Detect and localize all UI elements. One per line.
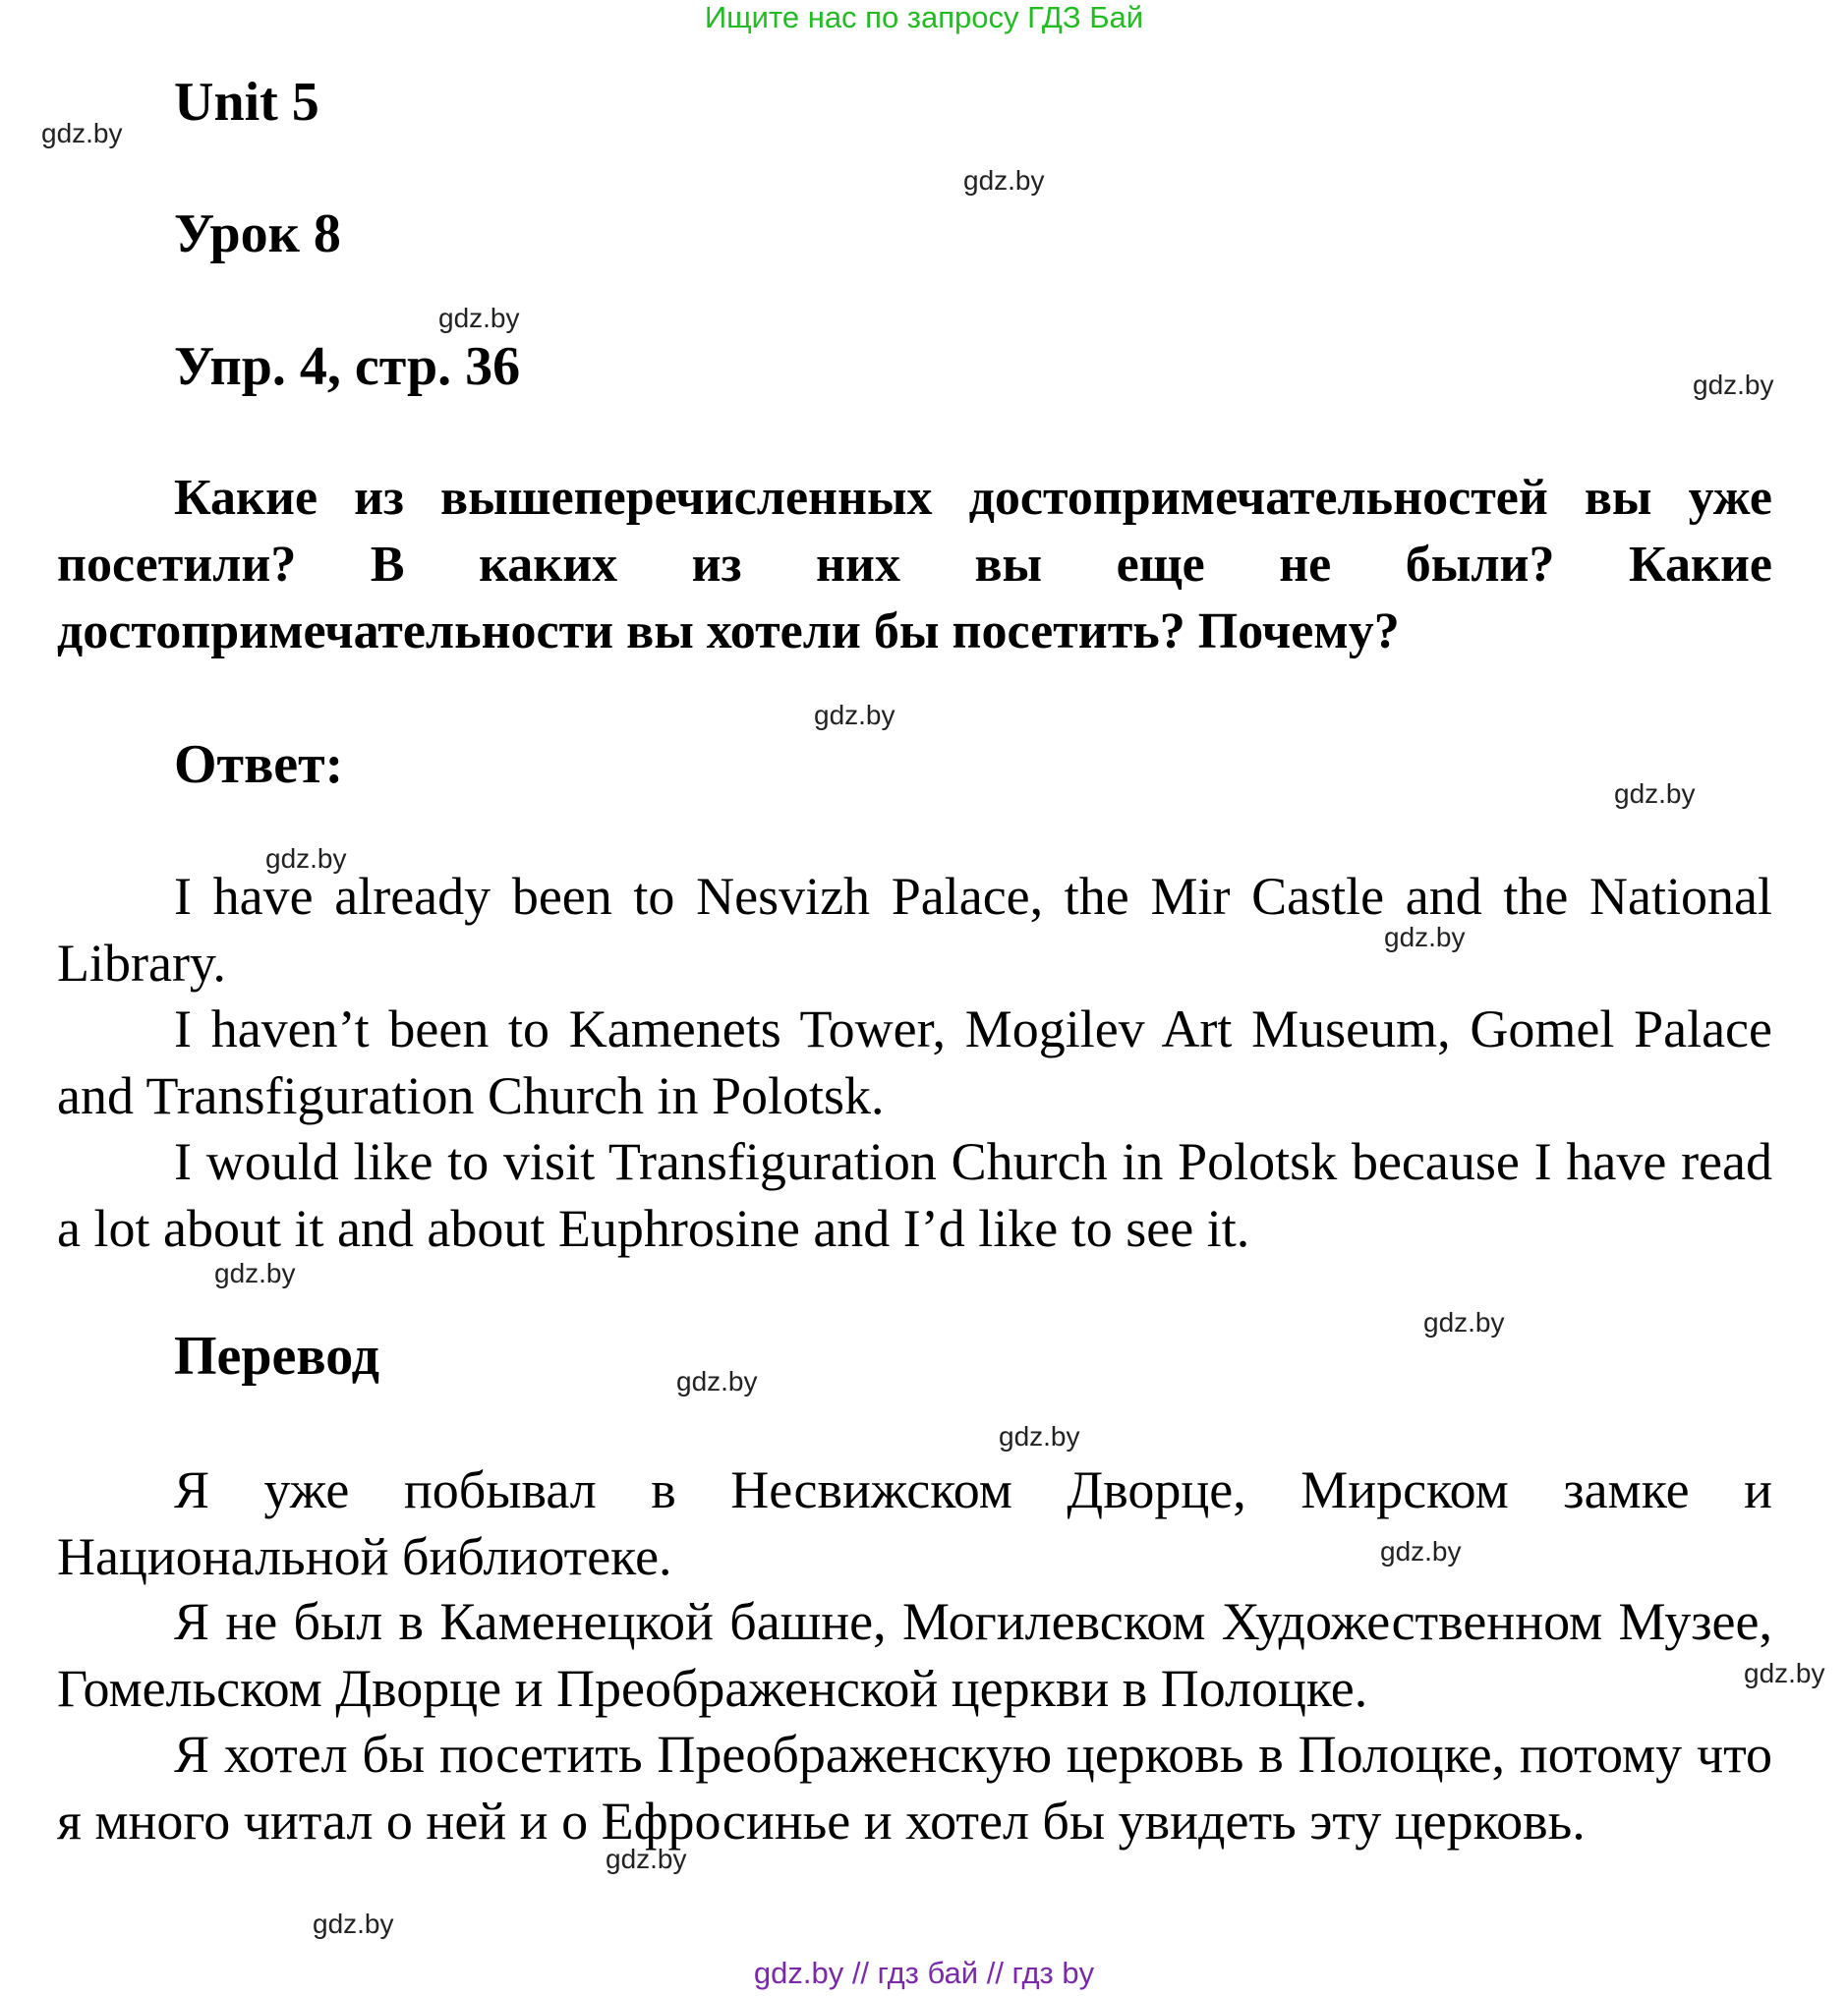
watermark: gdz.by [676,1366,758,1397]
watermark: gdz.by [313,1909,394,1939]
translation-paragraph-1: Я уже побывал в Несвижском Дворце, Мирском замке и Национальной библиотеке. [57,1460,1772,1586]
watermark: gdz.by [999,1421,1080,1452]
top-search-banner: Ищите нас по запросу ГДЗ Бай [704,0,1144,34]
bottom-banner: gdz.by // гдз бай // гдз by [753,1956,1095,1990]
watermark: gdz.by [438,303,520,333]
watermark: gdz.by [1384,922,1466,952]
watermark: gdz.by [606,1844,687,1874]
watermark: gdz.by [1423,1307,1505,1338]
answer-heading: Ответ: [174,734,344,795]
exercise-question: Какие из вышеперечисленных достопримечательностей вы уже посетили? В каких из них вы еще не были? Какие достопримечательности вы хотели бы посетить? Почему? [57,470,1772,659]
watermark: gdz.by [1693,370,1774,400]
watermark: gdz.by [41,118,123,148]
watermark: gdz.by [1614,778,1696,809]
watermark: gdz.by [1744,1658,1825,1688]
watermark: gdz.by [1380,1536,1462,1567]
translation-heading: Перевод [174,1326,379,1387]
answer-paragraph-2: I haven’t been to Kamenets Tower, Mogilev Art Museum, Gomel Palace and Transfiguration Church in Polotsk. [57,999,1772,1125]
watermark: gdz.by [814,700,895,730]
watermark: gdz.by [214,1258,296,1288]
lesson-title: Урок 8 [174,203,341,264]
exercise-title: Упр. 4, стр. 36 [174,336,521,397]
watermark: gdz.by [265,843,347,874]
translation-paragraph-2: Я не был в Каменецкой башне, Могилевском Художественном Музее, Гомельском Дворце и Преображенской церкви в Полоцке. [57,1592,1772,1718]
unit-title: Unit 5 [174,72,319,133]
answer-paragraph-1: I have already been to Nesvizh Palace, the Mir Castle and the National Library. [57,867,1772,993]
translation-paragraph-3: Я хотел бы посетить Преображенскую церковь в Полоцке, потому что я много читал о ней и о Ефросинье и хотел бы увидеть эту церковь. [57,1725,1772,1851]
answer-paragraph-3: I would like to visit Transfiguration Church in Polotsk because I have read a lot about it and about Euphrosine and I’d like to see it. [57,1132,1772,1258]
watermark: gdz.by [963,165,1045,196]
